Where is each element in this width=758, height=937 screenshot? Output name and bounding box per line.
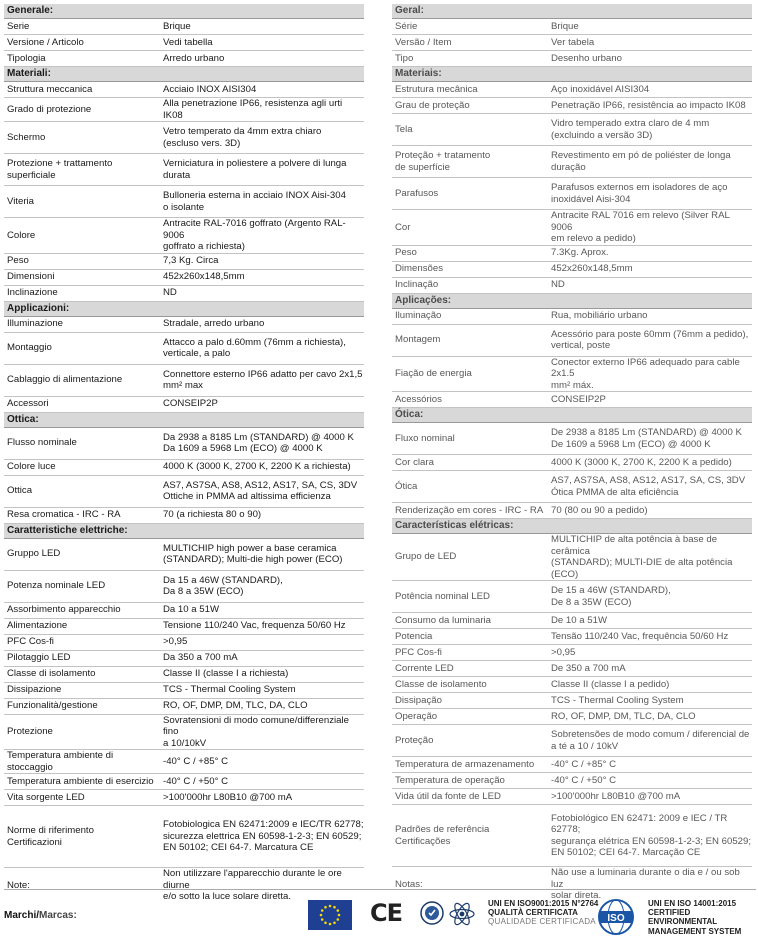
- spec-row: [4, 602, 364, 618]
- eu-star-icon: [336, 918, 339, 921]
- section-title: Materiali:: [4, 67, 364, 82]
- spec-value: Tensão 110/240 Vac, frequência 50/60 Hz: [548, 629, 752, 645]
- spec-row: [4, 714, 364, 750]
- section-title: Applicazioni:: [4, 301, 364, 316]
- section-title: Ottica:: [4, 412, 364, 427]
- spec-label: Potencia: [392, 629, 548, 645]
- spec-value: ND: [160, 285, 364, 301]
- spec-value: Vetro temperato da 4mm extra chiaro (escluso vers. 3D): [160, 122, 364, 154]
- spec-value: Alla penetrazione IP66, resistenza agli urti IK08: [160, 98, 364, 122]
- spec-value: Tensione 110/240 Vac, frequenza 50/60 Hz: [160, 618, 364, 634]
- spec-row: [4, 396, 364, 412]
- section-header: [4, 412, 364, 427]
- spec-value: Arredo urbano: [160, 51, 364, 67]
- spec-row: [392, 693, 752, 709]
- eu-star-icon: [320, 914, 323, 917]
- spec-label: Operação: [392, 709, 548, 725]
- spec-value: >0,95: [160, 634, 364, 650]
- spec-value: Ver tabela: [548, 35, 752, 51]
- cert2-line3: MANAGEMENT SYSTEM: [648, 926, 742, 936]
- spec-label: Inclinazione: [4, 285, 160, 301]
- spec-row: [4, 774, 364, 790]
- spec-value: RO, OF, DMP, DM, TLC, DA, CLO: [160, 698, 364, 714]
- eu-star-icon: [324, 906, 327, 909]
- spec-label: Ótica: [392, 471, 548, 503]
- spec-row: [392, 98, 752, 114]
- spec-value: 4000 K (3000 K, 2700 K, 2200 K a pedido): [548, 455, 752, 471]
- spec-value: Penetração IP66, resistência ao impacto IK08: [548, 98, 752, 114]
- spec-value: Stradale, arredo urbano: [160, 316, 364, 332]
- brand-label: Marchi/Marcas:: [4, 910, 77, 921]
- spec-row: [392, 324, 752, 356]
- iso-logo-icon: [596, 899, 636, 935]
- spec-value: Revestimento em pó de poliéster de longa duração: [548, 146, 752, 178]
- spec-row: [4, 682, 364, 698]
- spec-label: Dimensioni: [4, 269, 160, 285]
- section-header: [4, 67, 364, 82]
- spec-row: [4, 154, 364, 186]
- spec-label: Potenza nominale LED: [4, 570, 160, 602]
- spec-value: Parafusos externos em isoladores de aço inoxidável Aisi-304: [548, 178, 752, 210]
- spec-row: [392, 210, 752, 246]
- cert1-line1: UNI EN ISO9001:2015 N°2764: [488, 899, 599, 908]
- spec-label: Dimensões: [392, 261, 548, 277]
- atom-certification-icon: [448, 900, 476, 928]
- spec-value: 70 (a richiesta 80 o 90): [160, 507, 364, 523]
- section-title: Aplicações:: [392, 293, 752, 308]
- cert2-line1: UNI EN ISO 14001:2015: [648, 899, 737, 908]
- spec-value: Rua, mobiliário urbano: [548, 308, 752, 324]
- spec-label: Vita sorgente LED: [4, 790, 160, 806]
- spec-label: Tipologia: [4, 51, 160, 67]
- spec-label: Schermo: [4, 122, 160, 154]
- spec-value: RO, OF, DMP, DM, TLC, DA, CLO: [548, 709, 752, 725]
- spec-row: [392, 35, 752, 51]
- note-row: [392, 867, 752, 902]
- spec-row: [4, 316, 364, 332]
- spec-row: [4, 507, 364, 523]
- spec-row: [4, 538, 364, 570]
- spec-label: Note:: [7, 879, 30, 891]
- spec-label: Grado di protezione: [4, 98, 160, 122]
- spec-row: [392, 613, 752, 629]
- spec-row: [392, 146, 752, 178]
- spec-value: TCS - Thermal Cooling System: [160, 682, 364, 698]
- spec-value: -40° C / +50° C: [160, 774, 364, 790]
- spec-label: Versão / Item: [392, 35, 548, 51]
- spec-row: [4, 82, 364, 98]
- cert1-line3: QUALIDADE CERTIFICADA: [488, 917, 596, 927]
- spec-value: Acciaio INOX AISI304: [160, 82, 364, 98]
- spec-value: Fotobiológico EN 62471: 2009 e IEC / TR 62778; segurança elétrica EN 60598-1-2-3; EN 60529; EN 50102; CEI 64-7. Marcação CE: [548, 805, 752, 867]
- section-title: Características elétricas:: [392, 519, 752, 534]
- spec-row: [4, 634, 364, 650]
- spec-row: [4, 98, 364, 122]
- spec-value: De 350 a 700 mA: [548, 661, 752, 677]
- spec-value: 7.3Kg. Aprox.: [548, 245, 752, 261]
- spec-label: Peso: [392, 245, 548, 261]
- spec-label: Tipo: [392, 51, 548, 67]
- spec-label: Dissipação: [392, 693, 548, 709]
- iso9001-certification: [488, 899, 598, 927]
- spec-value: >100'000hr L80B10 @700 mA: [160, 790, 364, 806]
- spec-label: Temperatura ambiente di esercizio: [4, 774, 160, 790]
- spec-value: Non utilizzare l'apparecchio durante le ore diurne e/o sotto la luce solare diretta.: [163, 868, 342, 902]
- spec-row: [392, 455, 752, 471]
- spec-value: Antracite RAL-7016 goffrato (Argento RAL-9006 goffrato a richiesta): [160, 218, 364, 254]
- spec-label: Cor: [392, 210, 548, 246]
- spec-value: Verniciatura in poliestere a polvere di lunga durata: [160, 154, 364, 186]
- spec-label: Fluxo nominal: [392, 423, 548, 455]
- spec-value: Da 2938 a 8185 Lm (STANDARD) @ 4000 K Da 1609 a 5968 Lm (ECO) @ 4000 K: [160, 427, 364, 459]
- spec-row: [4, 806, 364, 868]
- spec-row: [392, 805, 752, 867]
- spec-value: AS7, AS7SA, AS8, AS12, AS17, SA, CS, 3DV Ottiche in PMMA ad altissima efficienza: [160, 475, 364, 507]
- spec-label: Resa cromatica - IRC - RA: [4, 507, 160, 523]
- spec-row: [392, 471, 752, 503]
- spec-table-italian: [4, 4, 364, 903]
- spec-value: Da 15 a 46W (STANDARD), Da 8 a 35W (ECO): [160, 570, 364, 602]
- spec-value: Sovratensioni di modo comune/differenziale fino a 10/10kV: [160, 714, 364, 750]
- spec-value: Sobretensões de modo comum / diferencial de a té a 10 / 10kV: [548, 725, 752, 757]
- spec-row: [392, 661, 752, 677]
- spec-row: [4, 19, 364, 35]
- section-header: [4, 301, 364, 316]
- spec-row: [392, 178, 752, 210]
- spec-label: Classe de isolamento: [392, 677, 548, 693]
- eu-star-icon: [321, 909, 324, 912]
- eu-star-icon: [338, 914, 341, 917]
- eu-star-icon: [333, 906, 336, 909]
- spec-label: Cor clara: [392, 455, 548, 471]
- iso-logo-text: ISO: [607, 913, 625, 924]
- spec-label: Montaggio: [4, 332, 160, 364]
- spec-label: Cablaggio di alimentazione: [4, 364, 160, 396]
- eu-star-icon: [329, 923, 332, 926]
- spec-label: Notas:: [395, 878, 423, 890]
- spec-label: Montagem: [392, 324, 548, 356]
- spec-label: Assorbimento apparecchio: [4, 602, 160, 618]
- eu-star-icon: [333, 921, 336, 924]
- spec-label: Grupo de LED: [392, 534, 548, 581]
- spec-label: Grau de proteção: [392, 98, 548, 114]
- spec-row: [4, 218, 364, 254]
- spec-value: Attacco a palo d.60mm (76mm a richiesta), verticale, a palo: [160, 332, 364, 364]
- spec-value: CONSEIP2P: [160, 396, 364, 412]
- spec-value: MULTICHIP high power a base ceramica (STANDARD); Multi-die high power (ECO): [160, 538, 364, 570]
- spec-row: [392, 308, 752, 324]
- spec-label: Gruppo LED: [4, 538, 160, 570]
- spec-label: Funzionalità/gestione: [4, 698, 160, 714]
- spec-label: Proteção: [392, 725, 548, 757]
- spec-label: Colore luce: [4, 459, 160, 475]
- spec-label: Série: [392, 19, 548, 35]
- spec-row: [392, 261, 752, 277]
- spec-row: [392, 356, 752, 392]
- spec-label: Illuminazione: [4, 316, 160, 332]
- spec-row: [4, 750, 364, 774]
- spec-label: Corrente LED: [392, 661, 548, 677]
- section-title: Geral:: [392, 4, 752, 19]
- spec-row: [4, 35, 364, 51]
- ce-mark-icon: CE: [370, 899, 403, 927]
- spec-value: Antracite RAL 7016 em relevo (Silver RAL 9006 em relevo a pedido): [548, 210, 752, 246]
- spec-row: [392, 82, 752, 98]
- spec-label: Temperatura de armazenamento: [392, 757, 548, 773]
- spec-label: Vida útil da fonte de LED: [392, 789, 548, 805]
- spec-row: [4, 186, 364, 218]
- spec-row: [392, 773, 752, 789]
- section-header: [392, 293, 752, 308]
- spec-row: [392, 423, 752, 455]
- spec-label: Temperatura ambiente di stoccaggio: [4, 750, 160, 774]
- spec-row: [4, 790, 364, 806]
- spec-label: Accessori: [4, 396, 160, 412]
- spec-value: Fotobiologica EN 62471:2009 e IEC/TR 62778; sicurezza elettrica EN 60598-1-2-3; EN 60529; EN 50102; CEI 64-7. Marcatura CE: [160, 806, 364, 868]
- spec-row: [392, 392, 752, 408]
- cert2-line2: CERTIFIED ENVIRONMENTAL: [648, 908, 718, 927]
- note-row: [4, 868, 364, 903]
- spec-label: Fiação de energia: [392, 356, 548, 392]
- spec-label: Serie: [4, 19, 160, 35]
- spec-row: [4, 253, 364, 269]
- spec-row: [392, 757, 752, 773]
- spec-value: De 15 a 46W (STANDARD), De 8 a 35W (ECO): [548, 581, 752, 613]
- spec-value: Classe II (classe I a richiesta): [160, 666, 364, 682]
- spec-value: 4000 K (3000 K, 2700 K, 2200 K a richiesta): [160, 459, 364, 475]
- spec-label: Acessórios: [392, 392, 548, 408]
- spec-row: [4, 122, 364, 154]
- spec-value: CONSEIP2P: [548, 392, 752, 408]
- spec-row: [4, 698, 364, 714]
- section-header: [4, 523, 364, 538]
- spec-row: [4, 364, 364, 396]
- spec-label: Peso: [4, 253, 160, 269]
- spec-row: [4, 666, 364, 682]
- spec-row: [392, 725, 752, 757]
- spec-label: Norme di riferimento Certificazioni: [4, 806, 160, 868]
- spec-value: -40° C / +50° C: [548, 773, 752, 789]
- eu-star-icon: [336, 909, 339, 912]
- eu-star-icon: [321, 918, 324, 921]
- spec-label: Padrões de referência Certificações: [392, 805, 548, 867]
- certification-seal-icon: [420, 901, 444, 925]
- spec-label: Inclinação: [392, 277, 548, 293]
- cert1-line2: QUALITÀ CERTIFICATA: [488, 908, 578, 918]
- spec-row: [4, 570, 364, 602]
- section-header: [392, 4, 752, 19]
- spec-value: Aço inoxidável AISI304: [548, 82, 752, 98]
- eu-star-icon: [324, 921, 327, 924]
- spec-value: 452x260x148,5mm: [160, 269, 364, 285]
- spec-value: Brique: [160, 19, 364, 35]
- spec-row: [392, 629, 752, 645]
- spec-value: De 10 a 51W: [548, 613, 752, 629]
- spec-row: [4, 618, 364, 634]
- spec-value: AS7, AS7SA, AS8, AS12, AS17, SA, CS, 3DV Ótica PMMA de alta eficiência: [548, 471, 752, 503]
- spec-label: Temperatura de operação: [392, 773, 548, 789]
- spec-value: Conector externo IP66 adequado para cable 2x1.5 mm² máx.: [548, 356, 752, 392]
- spec-value: ND: [548, 277, 752, 293]
- section-header: [392, 408, 752, 423]
- spec-row: [4, 285, 364, 301]
- iso14001-certification: [648, 899, 758, 936]
- spec-value: Desenho urbano: [548, 51, 752, 67]
- spec-value: 70 (80 ou 90 a pedido): [548, 503, 752, 519]
- spec-row: [392, 277, 752, 293]
- spec-row: [4, 459, 364, 475]
- spec-label: Potência nominal LED: [392, 581, 548, 613]
- spec-row: [392, 677, 752, 693]
- spec-value: MULTICHIP de alta potência à base de cerâmica (STANDARD); MULTI-DIE de alta potência (ECO): [548, 534, 752, 581]
- spec-label: Protezione: [4, 714, 160, 750]
- spec-value: Connettore esterno IP66 adatto per cavo 2x1,5 mm² max: [160, 364, 364, 396]
- spec-row: [392, 51, 752, 67]
- spec-value: >0,95: [548, 645, 752, 661]
- spec-label: PFC Cos-fi: [4, 634, 160, 650]
- spec-row: [392, 114, 752, 146]
- spec-value: Não use a luminaria durante o dia e / ou sob luz solar direta.: [551, 867, 740, 901]
- spec-row: [392, 645, 752, 661]
- spec-label: Estrutura mecânica: [392, 82, 548, 98]
- section-header: [4, 4, 364, 19]
- spec-label: Parafusos: [392, 178, 548, 210]
- spec-value: Bulloneria esterna in acciaio INOX Aisi-304 o isolante: [160, 186, 364, 218]
- spec-value: Da 350 a 700 mA: [160, 650, 364, 666]
- spec-label: Protezione + trattamento superficiale: [4, 154, 160, 186]
- spec-label: Flusso nominale: [4, 427, 160, 459]
- spec-label: Versione / Articolo: [4, 35, 160, 51]
- spec-value: 452x260x148,5mm: [548, 261, 752, 277]
- eu-flag-icon: [308, 900, 352, 930]
- spec-label: Struttura meccanica: [4, 82, 160, 98]
- spec-value: Vedi tabella: [160, 35, 364, 51]
- eu-star-icon: [329, 905, 332, 908]
- spec-value: Brique: [548, 19, 752, 35]
- spec-row: [4, 269, 364, 285]
- section-title: Caratteristiche elettriche:: [4, 523, 364, 538]
- spec-row: [392, 581, 752, 613]
- spec-value: Acessório para poste 60mm (76mm a pedido), vertical, poste: [548, 324, 752, 356]
- section-header: [392, 519, 752, 534]
- spec-label: Alimentazione: [4, 618, 160, 634]
- section-title: Materiais:: [392, 67, 752, 82]
- spec-value: Classe II (classe I a pedido): [548, 677, 752, 693]
- spec-value: De 2938 a 8185 Lm (STANDARD) @ 4000 K De 1609 a 5968 Lm (ECO) @ 4000 K: [548, 423, 752, 455]
- spec-row: [4, 332, 364, 364]
- spec-row: [392, 789, 752, 805]
- spec-row: [4, 475, 364, 507]
- spec-label: Consumo da luminaria: [392, 613, 548, 629]
- spec-row: [392, 503, 752, 519]
- section-title: Ótica:: [392, 408, 752, 423]
- spec-row: [4, 427, 364, 459]
- spec-label: Ottica: [4, 475, 160, 507]
- spec-row: [392, 534, 752, 581]
- spec-label: Pilotaggio LED: [4, 650, 160, 666]
- spec-label: PFC Cos-fi: [392, 645, 548, 661]
- spec-value: >100'000hr L80B10 @700 mA: [548, 789, 752, 805]
- spec-row: [392, 245, 752, 261]
- spec-label: Proteção + tratamento de superfície: [392, 146, 548, 178]
- spec-label: Tela: [392, 114, 548, 146]
- spec-value: TCS - Thermal Cooling System: [548, 693, 752, 709]
- spec-label: Viteria: [4, 186, 160, 218]
- spec-label: Iluminação: [392, 308, 548, 324]
- spec-value: 7,3 Kg. Circa: [160, 253, 364, 269]
- spec-label: Colore: [4, 218, 160, 254]
- spec-value: Vidro temperado extra claro de 4 mm (excluindo a versão 3D): [548, 114, 752, 146]
- section-title: Generale:: [4, 4, 364, 19]
- spec-value: -40° C / +85° C: [548, 757, 752, 773]
- spec-label: Classe di isolamento: [4, 666, 160, 682]
- spec-label: Dissipazione: [4, 682, 160, 698]
- spec-row: [392, 709, 752, 725]
- spec-value: Da 10 a 51W: [160, 602, 364, 618]
- spec-label: Renderização em cores - IRC - RA: [392, 503, 548, 519]
- spec-value: -40° C / +85° C: [160, 750, 364, 774]
- spec-row: [4, 51, 364, 67]
- spec-row: [392, 19, 752, 35]
- spec-table-portuguese: [392, 4, 752, 902]
- section-header: [392, 67, 752, 82]
- spec-row: [4, 650, 364, 666]
